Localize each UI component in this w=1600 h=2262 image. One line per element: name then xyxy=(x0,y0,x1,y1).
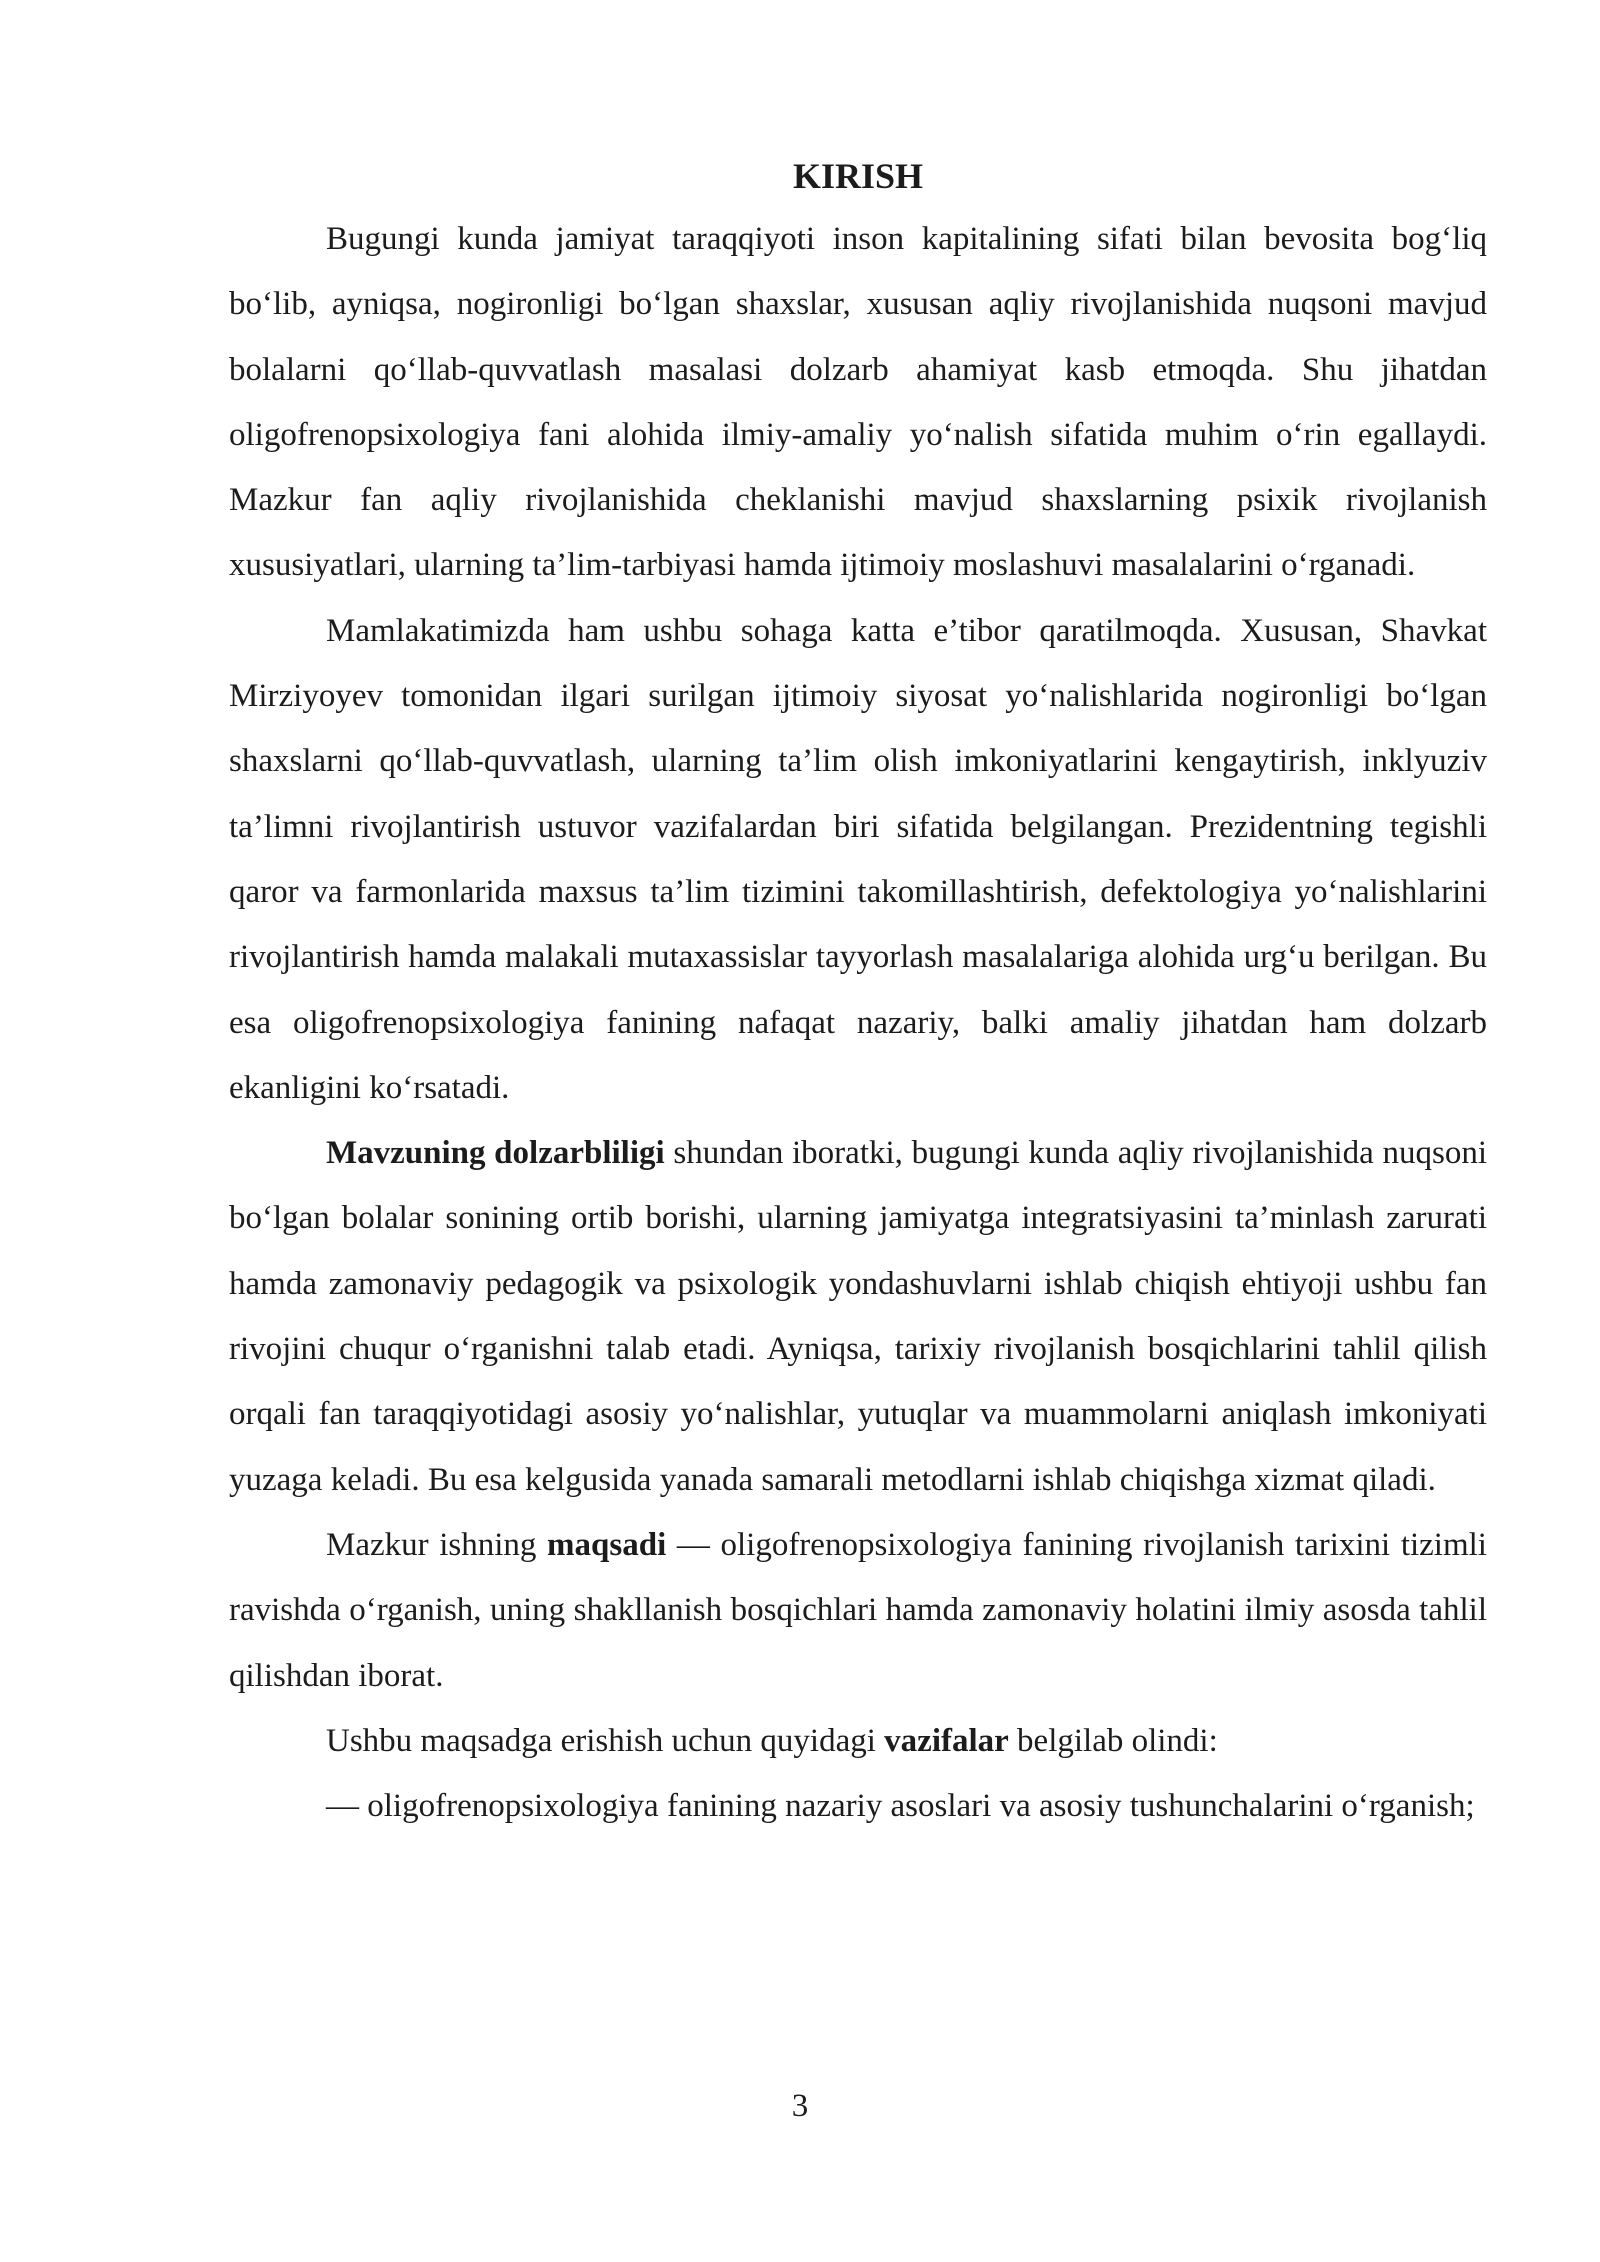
task-list-item xyxy=(229,1774,1487,1839)
bold-term-relevance: Mavzuning dolzarbliligi xyxy=(326,1135,665,1172)
paragraph-text: belgilab olindi: xyxy=(1008,1722,1218,1759)
paragraph-text: Bugungi kunda jamiyat taraqqiyoti inson kapitalining sifati bilan bevosita bog‘liq bo‘lib, ayniqsa, nogironligi bo‘lgan shaxslar, xususan aqliy rivojlanishida nuqsoni mavjud bolalarni qo‘llab-quvvatlash masalasi dolzarb ahamiyat kasb etmoqda. Shu jihatdan oligofrenopsixologiya fani alohida ilmiy-amaliy yo‘nalish sifatida muhim o‘rin egallaydi. Mazkur fan aqliy rivojlanishida cheklanishi mavjud shaxslarning psixik rivojlanish xususiyatlari, ularning ta’lim-tarbiyasi hamda ijtimoiy moslashuvi masalalarini o‘rganadi. xyxy=(229,221,1487,584)
paragraph-2 xyxy=(229,599,1487,1121)
paragraph-text: Mamlakatimizda ham ushbu sohaga katta e’tibor qaratilmoqda. Xususan, Shavkat Mirziyoyev tomonidan ilgari surilgan ijtimoiy siyosat yo‘nalishlarida nogironligi bo‘lgan shaxslarni qo‘llab-quvvatlash, ularning ta’lim olish imkoniyatlarini kengaytirish, inklyuziv ta’limni rivojlantirish ustuvor vazifalardan biri sifatida belgilangan. Prezidentning tegishli qaror va farmonlarida maxsus ta’lim tizimini takomillashtirish, defektologiya yo‘nalishlarini rivojlantirish hamda malakali mutaxassislar tayyorlash masalalariga alohida urg‘u berilgan. Bu esa oligofrenopsixologiya fanining nafaqat nazariy, balki amaliy jihatdan ham dolzarb ekanligini ko‘rsatadi. xyxy=(229,612,1487,1106)
paragraph-1 xyxy=(229,207,1487,599)
paragraph-goal xyxy=(229,1513,1487,1709)
list-item-text: — oligofrenopsixologiya fanining nazariy asoslari va asosiy tushunchalarini o‘rganish; xyxy=(326,1788,1475,1825)
section-title: KIRISH xyxy=(792,156,924,196)
bold-term-tasks: vazifalar xyxy=(884,1722,1009,1759)
paragraph-text: — oligofrenopsixologiya fanining rivojlanish tarixini tizimli ravishda o‘rganish, uning shakllanish bosqichlari hamda zamonaviy holatini ilmiy asosda tahlil qilishdan iborat. xyxy=(229,1526,1487,1694)
page-number: 3 xyxy=(791,2088,809,2124)
paragraph-relevance xyxy=(229,1121,1487,1513)
paragraph-text: shundan iboratki, bugungi kunda aqliy rivojlanishida nuqsoni bo‘lgan bolalar sonining ortib borishi, ularning jamiyatga integratsiyasini ta’minlash zarurati hamda zamonaviy pedagogik va psixologik yondashuvlarni ishlab chiqish ehtiyoji ushbu fan rivojini chuqur o‘rganishni talab etadi. Ayniqsa, tarixiy rivojlanish bosqichlarini tahlil qilish orqali fan taraqqiyotidagi asosiy yo‘nalishlar, yutuqlar va muammolarni aniqlash imkoniyati yuzaga keladi. Bu esa kelgusida yanada samarali metodlarni ishlab chiqishga xizmat qiladi. xyxy=(229,1135,1487,1498)
paragraph-text: Ushbu maqsadga erishish uchun quyidagi xyxy=(326,1722,885,1759)
document-body xyxy=(229,145,1487,1839)
bold-term-goal: maqsadi xyxy=(547,1526,667,1563)
paragraph-tasks-intro xyxy=(229,1709,1487,1774)
paragraph-text: Mazkur ishning xyxy=(326,1526,548,1563)
